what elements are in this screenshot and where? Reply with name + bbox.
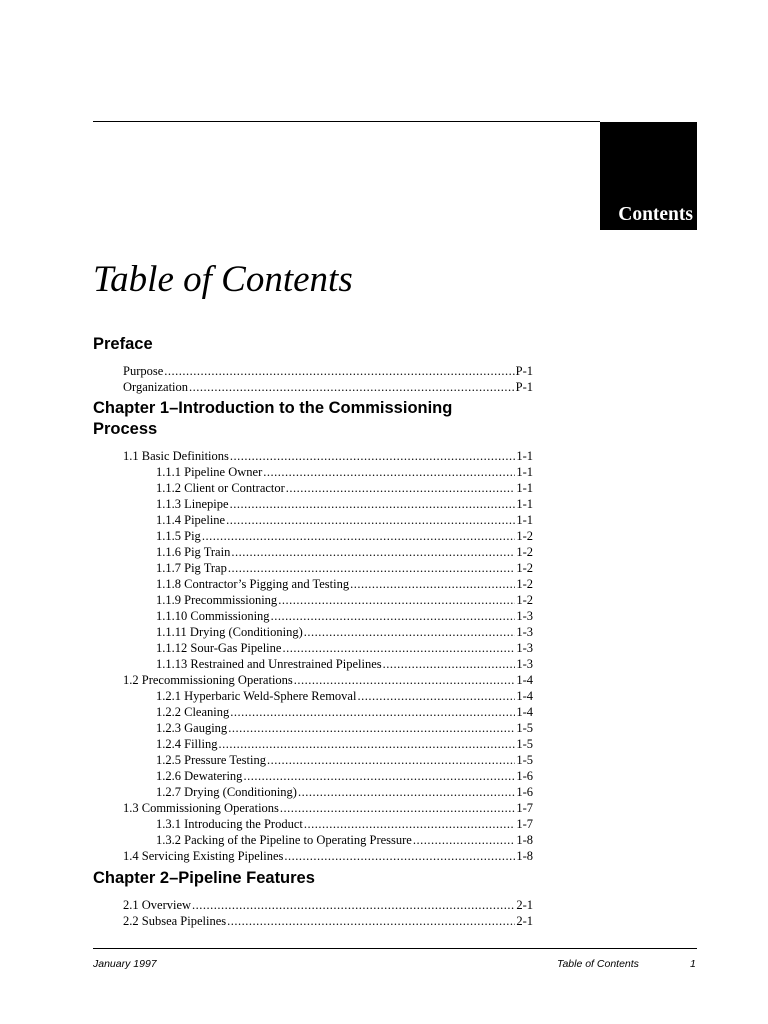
toc-entry-title: 1.2.2 Cleaning xyxy=(156,705,230,719)
toc-entry[interactable] xyxy=(93,656,533,672)
toc-entry-title: 1.3.2 Packing of the Pipeline to Operating Pressure xyxy=(156,833,412,847)
toc-entry-title: 1.2.6 Dewatering xyxy=(156,769,243,783)
toc-entry-title: Purpose xyxy=(123,364,164,378)
dot-leader xyxy=(304,624,516,640)
dot-leader xyxy=(294,672,516,688)
section-heading: Chapter 1–Introduction to the Commissioning Process xyxy=(93,399,453,438)
toc-entry-title: 1.2.7 Drying (Conditioning) xyxy=(156,785,297,799)
toc-entry[interactable] xyxy=(93,544,533,560)
toc-entry-page: 1-1 xyxy=(516,481,533,495)
dot-leader xyxy=(192,897,515,913)
toc-entry[interactable] xyxy=(93,736,533,752)
toc-entry[interactable] xyxy=(93,624,533,640)
toc-entry-title: 2.2 Subsea Pipelines xyxy=(123,914,227,928)
toc-entry[interactable] xyxy=(93,480,533,496)
toc-entry-title: 1.1.2 Client or Contractor xyxy=(156,481,285,495)
toc-entry-page: 1-4 xyxy=(516,689,533,703)
dot-leader xyxy=(280,800,515,816)
toc-entry[interactable] xyxy=(93,832,533,848)
toc-entry-title: 1.1.11 Drying (Conditioning) xyxy=(156,625,303,639)
toc-entry[interactable] xyxy=(93,768,533,784)
toc-entry-page: 1-3 xyxy=(516,609,533,623)
dot-leader xyxy=(230,496,516,512)
toc-entry-page: 1-6 xyxy=(516,785,533,799)
top-rule xyxy=(93,121,600,122)
dot-leader xyxy=(298,784,515,800)
toc-entry-page: 1-1 xyxy=(516,513,533,527)
toc-entry-page: 1-4 xyxy=(516,705,533,719)
toc-entry-page: 1-6 xyxy=(516,769,533,783)
toc-entry-page: 1-5 xyxy=(516,721,533,735)
section-tab-label: Contents xyxy=(618,204,693,225)
toc-entry[interactable] xyxy=(93,752,533,768)
toc-entry-page: 1-3 xyxy=(516,625,533,639)
dot-leader xyxy=(228,560,515,576)
footer-page-number: 1 xyxy=(690,958,696,970)
toc-entry[interactable] xyxy=(93,816,533,832)
toc-entry[interactable] xyxy=(93,363,533,379)
toc-entry[interactable] xyxy=(93,464,533,480)
toc-entry-title: 1.1.7 Pig Trap xyxy=(156,561,227,575)
toc-entry-page: 1-2 xyxy=(516,529,533,543)
toc-entry-title: 1.1 Basic Definitions xyxy=(123,449,229,463)
toc-entry[interactable] xyxy=(93,704,533,720)
dot-leader xyxy=(350,576,515,592)
section-heading: Preface xyxy=(93,335,153,353)
toc-entry-title: 1.1.3 Linepipe xyxy=(156,497,229,511)
toc-entry-title: 1.1.6 Pig Train xyxy=(156,545,231,559)
toc-entry-page: 1-4 xyxy=(516,673,533,687)
toc-entry-title: 1.1.10 Commissioning xyxy=(156,609,270,623)
dot-leader xyxy=(413,832,515,848)
toc-entry-title: 1.1.4 Pipeline xyxy=(156,513,226,527)
toc-entry[interactable] xyxy=(93,800,533,816)
toc-entry-title: 1.2 Precommissioning Operations xyxy=(123,673,293,687)
section-heading: Chapter 2–Pipeline Features xyxy=(93,869,315,887)
toc-entry[interactable] xyxy=(93,496,533,512)
toc-entry-page: 1-5 xyxy=(516,737,533,751)
section-tab xyxy=(600,122,697,230)
toc-entry[interactable] xyxy=(93,576,533,592)
toc-entry[interactable] xyxy=(93,688,533,704)
toc-entry-page: 2-1 xyxy=(516,898,533,912)
toc-entry-page: 1-3 xyxy=(516,657,533,671)
toc-entry-title: 1.3.1 Introducing the Product xyxy=(156,817,303,831)
toc-entry[interactable] xyxy=(93,640,533,656)
toc-entry-title: 1.1.8 Contractor’s Pigging and Testing xyxy=(156,577,350,591)
toc-entry[interactable] xyxy=(93,784,533,800)
toc-entry[interactable] xyxy=(93,897,533,913)
toc-entry[interactable] xyxy=(93,448,533,464)
toc-entry-page: P-1 xyxy=(515,380,533,394)
toc-entry-page: 1-8 xyxy=(516,833,533,847)
toc-entry[interactable] xyxy=(93,528,533,544)
toc-entry[interactable] xyxy=(93,592,533,608)
toc-entry-title: 1.2.3 Gauging xyxy=(156,721,228,735)
toc-entry-page: 1-2 xyxy=(516,577,533,591)
toc-entry-page: 2-1 xyxy=(516,914,533,928)
toc-entry-page: 1-1 xyxy=(516,449,533,463)
toc-entry-page: 1-2 xyxy=(516,593,533,607)
toc-entry-page: 1-7 xyxy=(516,801,533,815)
toc-entry-title: 1.3 Commissioning Operations xyxy=(123,801,279,815)
footer-date: January 1997 xyxy=(93,958,157,970)
toc-entry-title: 1.4 Servicing Existing Pipelines xyxy=(123,849,284,863)
toc-entry-title: 1.2.4 Filling xyxy=(156,737,218,751)
toc-entry-page: P-1 xyxy=(515,364,533,378)
dot-leader xyxy=(278,592,515,608)
table-of-contents xyxy=(93,334,533,929)
dot-leader xyxy=(230,448,515,464)
dot-leader xyxy=(284,848,515,864)
footer-section-title: Table of Contents xyxy=(557,958,639,970)
toc-entry[interactable] xyxy=(93,608,533,624)
dot-leader xyxy=(383,656,516,672)
toc-entry-page: 1-2 xyxy=(516,561,533,575)
toc-entry[interactable] xyxy=(93,512,533,528)
toc-entry-title: 2.1 Overview xyxy=(123,898,192,912)
toc-entry[interactable] xyxy=(93,379,533,395)
toc-entry-title: 1.2.1 Hyperbaric Weld-Sphere Removal xyxy=(156,689,357,703)
toc-entry-title: 1.1.9 Precommissioning xyxy=(156,593,278,607)
dot-leader xyxy=(189,379,515,395)
toc-entry[interactable] xyxy=(93,913,533,929)
toc-entry[interactable] xyxy=(93,720,533,736)
dot-leader xyxy=(164,363,514,379)
dot-leader xyxy=(286,480,516,496)
toc-entry-title: 1.1.13 Restrained and Unrestrained Pipelines xyxy=(156,657,382,671)
dot-leader xyxy=(357,688,515,704)
toc-entry-page: 1-7 xyxy=(516,817,533,831)
toc-entry[interactable] xyxy=(93,560,533,576)
dot-leader xyxy=(230,704,515,720)
dot-leader xyxy=(282,640,515,656)
dot-leader xyxy=(267,752,515,768)
toc-entry-page: 1-1 xyxy=(516,497,533,511)
toc-entry-page: 1-8 xyxy=(516,849,533,863)
toc-entry-page: 1-2 xyxy=(516,545,533,559)
footer-rule xyxy=(93,948,697,949)
dot-leader xyxy=(202,528,516,544)
toc-entry[interactable] xyxy=(93,848,533,864)
dot-leader xyxy=(227,913,515,929)
toc-entry-title: Organization xyxy=(123,380,189,394)
toc-entry-page: 1-5 xyxy=(516,753,533,767)
dot-leader xyxy=(263,464,515,480)
dot-leader xyxy=(226,512,515,528)
toc-entry-title: 1.1.1 Pipeline Owner xyxy=(156,465,263,479)
dot-leader xyxy=(228,720,515,736)
dot-leader xyxy=(271,608,516,624)
toc-entry[interactable] xyxy=(93,672,533,688)
toc-entry-title: 1.2.5 Pressure Testing xyxy=(156,753,266,767)
dot-leader xyxy=(218,736,515,752)
toc-entry-page: 1-1 xyxy=(516,465,533,479)
dot-leader xyxy=(304,816,515,832)
toc-entry-title: 1.1.5 Pig xyxy=(156,529,201,543)
toc-entry-page: 1-3 xyxy=(516,641,533,655)
dot-leader xyxy=(243,768,515,784)
page-title: Table of Contents xyxy=(93,259,353,300)
toc-entry-title: 1.1.12 Sour-Gas Pipeline xyxy=(156,641,282,655)
dot-leader xyxy=(231,544,515,560)
